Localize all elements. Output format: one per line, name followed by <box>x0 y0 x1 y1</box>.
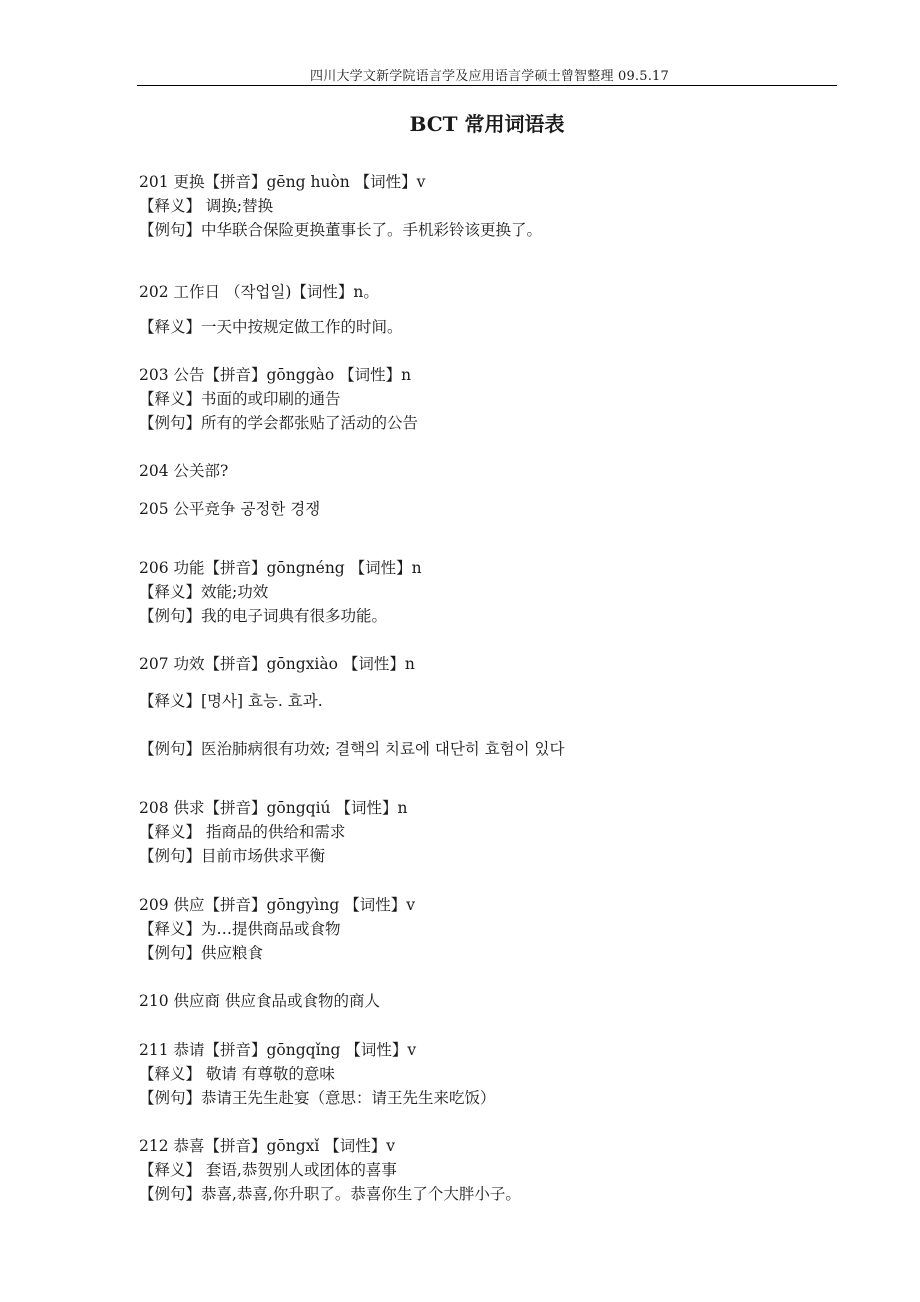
entry-211-headword: 211 恭请【拼音】gōngqǐng 【词性】v <box>139 1041 417 1059</box>
entry-210-headword: 210 供应商 供应食品或食物的商人 <box>139 992 380 1010</box>
entry-209-example: 【例句】供应粮食 <box>139 944 264 962</box>
entry-203-headword: 203 公告【拼音】gōnggào 【词性】n <box>139 366 412 384</box>
entry-212-definition: 【释义】 套语,恭贺别人或团体的喜事 <box>139 1161 397 1179</box>
entry-208-definition: 【释义】 指商品的供给和需求 <box>139 823 346 841</box>
entry-204-headword: 204 公关部? <box>139 462 229 480</box>
entry-211-example: 【例句】恭请王先生赴宴（意思：请王先生来吃饭） <box>139 1089 496 1107</box>
header-rule <box>137 85 837 86</box>
document-title: BCT 常用词语表 <box>409 112 565 136</box>
entry-212-example: 【例句】恭喜,恭喜,你升职了。恭喜你生了个大胖小子。 <box>139 1185 521 1203</box>
entry-209-definition: 【释义】为…提供商品或食物 <box>139 920 341 938</box>
entry-205-headword: 205 公平竞争 공정한 경쟁 <box>139 500 321 518</box>
entry-207-headword: 207 功效【拼音】gōngxiào 【词性】n <box>139 655 415 673</box>
header-text: 四川大学文新学院语言学及应用语言学硕士曾智整理 09.5.17 <box>310 69 669 84</box>
entry-207-example: 【例句】医治肺病很有功效; 결핵의 치료에 대단히 효험이 있다 <box>139 740 565 758</box>
entry-202-definition: 【释义】一天中按规定做工作的时间。 <box>139 318 403 336</box>
entry-206-definition: 【释义】效能;功效 <box>139 583 269 601</box>
entry-206-headword: 206 功能【拼音】gōngnéng 【词性】n <box>139 559 422 577</box>
entry-202-headword: 202 工作日 （작업일)【词性】n。 <box>139 283 379 301</box>
entry-208-example: 【例句】目前市场供求平衡 <box>139 847 326 865</box>
entry-211-definition: 【释义】 敬请 有尊敬的意味 <box>139 1065 335 1083</box>
entry-201-example: 【例句】中华联合保险更换董事长了。手机彩铃该更换了。 <box>139 221 543 239</box>
entry-201-headword: 201 更换【拼音】gēng huòn 【词性】v <box>139 173 426 191</box>
entry-203-definition: 【释义】书面的或印刷的通告 <box>139 390 341 408</box>
entry-209-headword: 209 供应【拼音】gōngyìng 【词性】v <box>139 896 415 914</box>
entry-208-headword: 208 供求【拼音】gōngqiú 【词性】n <box>139 799 408 817</box>
entry-206-example: 【例句】我的电子词典有很多功能。 <box>139 607 388 625</box>
entry-207-definition: 【释义】[명사] 효능. 효과. <box>139 692 323 710</box>
entry-212-headword: 212 恭喜【拼音】gōngxǐ 【词性】v <box>139 1137 396 1155</box>
entry-201-definition: 【释义】 调换;替换 <box>139 197 274 215</box>
entry-203-example: 【例句】所有的学会都张贴了活动的公告 <box>139 414 419 432</box>
